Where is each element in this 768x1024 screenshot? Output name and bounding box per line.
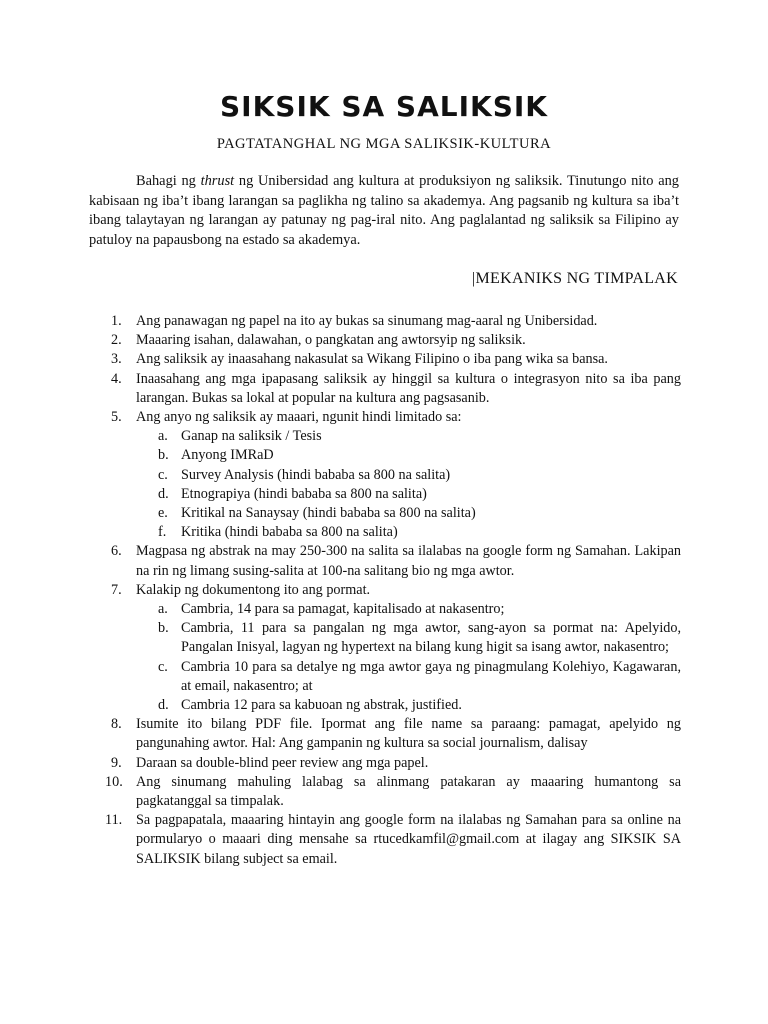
rule-text: Maaaring isahan, dalawahan, o pangkatan ang awtorsyip ng saliksik. (136, 332, 526, 349)
rule-text: Kalakip ng dokumentong ito ang pormat. (136, 581, 371, 598)
rule-number: 7. (111, 581, 122, 598)
sub-item (136, 427, 681, 446)
sub-item-letter: b. (158, 620, 169, 637)
sub-item-text: Kritikal na Sanaysay (hindi bababa sa 800 na salita) (181, 505, 476, 522)
sub-item (136, 658, 681, 696)
sub-item-letter: d. (158, 697, 169, 714)
page-subtitle: PAGTATANGHAL NG MGA SALIKSIK-KULTURA (216, 136, 552, 152)
sub-item-text: Ganap na saliksik / Tesis (181, 428, 322, 445)
intro-text-rest: ng Unibersidad ang kultura at produksiyon ng saliksik. Tinutungo nito ang kabisaan ng iba’t ibang larangan sa paglikha ng talino sa akademya. Ang pagsanib ng kultura sa iba’t ibang talaytayan ng larangan ay patunay ng pag-iral nito. Ang paglalantad ng saliksik sa Filipino ay patuloy na papausbong na estado sa akademya. (89, 173, 679, 248)
intro-paragraph (89, 172, 679, 250)
sub-list (136, 600, 681, 715)
sub-item-text: Cambria, 11 para sa pangalan ng mga awtor, sang-ayon sa pormat na: Apelyido, Pangalan Inisyal, lagyan ng hypertext na bilang kung higit sa isang awtor, nakasentro; (181, 620, 681, 656)
sub-item-text: Etnograpiya (hindi bababa sa 800 na salita) (181, 485, 427, 502)
rule-number: 5. (111, 409, 122, 426)
rule-item (89, 581, 681, 715)
rule-item (89, 542, 681, 580)
sub-item-text: Cambria, 14 para sa pamagat, kapitalisado at nakasentro; (181, 601, 505, 618)
sub-item-letter: a. (158, 601, 168, 618)
sub-item (136, 523, 681, 542)
rule-text: Ang saliksik ay inaasahang nakasulat sa Wikang Filipino o iba pang wika sa bansa. (136, 351, 608, 368)
sub-item (136, 696, 681, 715)
sub-list (136, 427, 681, 542)
sub-item-letter: d. (158, 485, 169, 502)
rule-item (89, 773, 681, 811)
rule-text: Isumite ito bilang PDF file. Ipormat ang file name sa paraang: pamagat, apelyido ng pangunahing awtor. Hal: Ang gampanin ng kultura sa social journalism, dalisay (136, 716, 681, 752)
rule-number: 4. (111, 370, 122, 387)
rule-number: 8. (111, 716, 122, 733)
rule-item (89, 331, 681, 350)
rule-number: 11. (105, 812, 123, 829)
sub-item-text: Cambria 10 para sa detalye ng mga awtor gaya ng pinagmulang Kolehiyo, Kagawaran, at email, nakasentro; at (181, 658, 681, 694)
sub-item (136, 485, 681, 504)
sub-item-letter: f. (158, 524, 167, 541)
sub-item-text: Cambria 12 para sa kabuoan ng abstrak, justified. (181, 697, 462, 714)
sub-item (136, 600, 681, 619)
sub-item-text: Anyong IMRaD (181, 447, 274, 464)
rule-number: 9. (111, 754, 122, 771)
sub-item (136, 446, 681, 465)
sub-item-letter: c. (158, 466, 168, 483)
rule-number: 1. (111, 313, 122, 329)
sub-item-text: Survey Analysis (hindi bababa sa 800 na salita) (181, 466, 451, 483)
section-heading: |MEKANIKS NG TIMPALAK (472, 270, 678, 287)
sub-item (136, 504, 681, 523)
sub-item-letter: e. (158, 505, 168, 522)
rule-text: Ang panawagan ng papel na ito ay bukas sa sinumang mag-aaral ng Unibersidad. (136, 313, 598, 329)
sub-item (136, 466, 681, 485)
rule-number: 2. (111, 332, 122, 349)
rule-text: Ang sinumang mahuling lalabag sa alinmang patakaran ay maaaring humantong sa pagkatanggal sa timpalak. (136, 773, 681, 810)
sub-item-letter: a. (158, 428, 168, 445)
rule-item (89, 408, 681, 542)
rule-text: Inaasahang ang mga ipapasang saliksik ay hinggil sa kultura o integrasyon nito sa iba pang larangan. Bukas sa lokal at popular na kultura ang pagsasanib. (136, 370, 681, 406)
intro-italic-term: thrust (200, 173, 235, 189)
rule-item (89, 370, 681, 408)
sub-item-letter: b. (158, 447, 169, 464)
rule-text: Sa pagpapatala, maaaring hintayin ang google form na ilalabas ng Samahan para sa online na pormularyo o maaari ding mensahe sa rtucedkamfil@gmail.com at ilagay ang SIKSIK SA SALIKSIK bilang subject sa email. (136, 812, 681, 867)
rule-item (89, 811, 681, 869)
rule-item (89, 754, 681, 773)
sub-item-letter: c. (158, 658, 168, 675)
rule-text: Magpasa ng abstrak na may 250-300 na salita sa ilalabas na google form ng Samahan. Lakipan na rin ng limang susing-salita at 100-na salitang bio ng mga awtor. (136, 543, 681, 579)
page-title: SIKSIK SA SALIKSIK (220, 90, 548, 123)
sub-item (136, 619, 681, 657)
rule-text: Ang anyo ng saliksik ay maaari, ngunit hindi limitado sa: (136, 409, 462, 426)
rule-item (89, 715, 681, 753)
rule-number: 3. (111, 351, 122, 368)
rules-list (89, 312, 681, 869)
rule-number: 6. (111, 543, 122, 560)
rule-text: Daraan sa double-blind peer review ang mga papel. (136, 754, 429, 771)
intro-text-start: Bahagi ng (136, 173, 201, 189)
rule-item (89, 312, 681, 331)
sub-item-text: Kritika (hindi bababa sa 800 na salita) (181, 524, 398, 541)
rule-item (89, 350, 681, 369)
rule-number: 10. (105, 773, 123, 790)
